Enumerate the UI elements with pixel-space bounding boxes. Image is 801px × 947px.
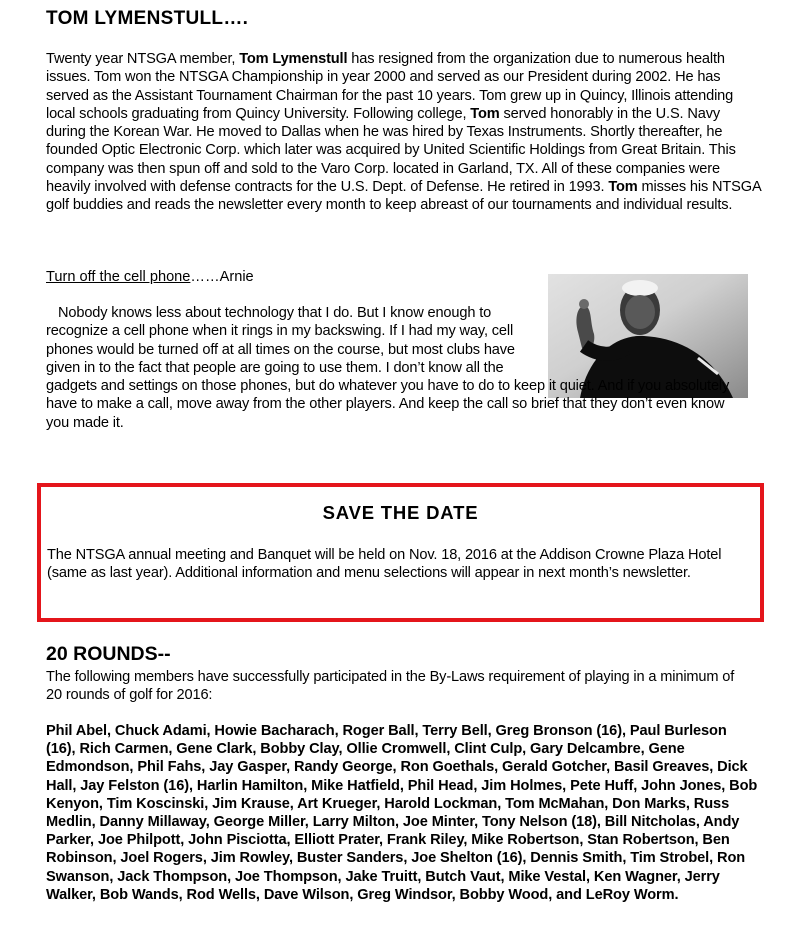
cell-phone-paragraph <box>46 304 746 432</box>
save-the-date-box <box>37 483 764 622</box>
rounds-section-title: 20 ROUNDS-- <box>46 643 171 665</box>
cell-phone-heading <box>46 268 254 286</box>
cell-phone-text: Nobody knows less about technology that I do. But I know enough to recognize a cell phone when it rings in my backswing. If I had my way, cell phones would be turned off at all times on the course, but most clubs have given in to the fact that people are going to use them. I don’t know all the gadgets and settings on those phones, but do whatever you have to do to keep it quiet. And if you absolutely have to make a call, move away from the other players. And keep the call so brief that they don’t even know you made it. <box>46 305 730 431</box>
save-the-date-text: The NTSGA annual meeting and Banquet will be held on Nov. 18, 2016 at the Addison Crowne Plaza Hotel (same as last year). Additional information and menu selections will appear in next month’s newsletter. <box>47 547 722 582</box>
tom-name-bold: Tom Lymenstull <box>239 51 348 67</box>
cell-phone-byline: ……Arnie <box>190 269 254 285</box>
tom-text-3: served honorably in the U.S. Navy during the Korean War. He moved to Dallas when he was hired by Texas Instruments. Shortly thereafter, he founded Optic Electronic Corp. which later was acquired by United Scientific Holdings from Great Britain. This company was then spun off and sold to the Varo Corp. located in Garland, TX. All of these companies were heavily involved with defense contracts for the U.S. Dept. of Defense. He retired in 1993. <box>46 105 736 196</box>
tom-text-1: Twenty year NTSGA member, <box>46 51 240 67</box>
cell-phone-heading-title: Turn off the cell phone <box>46 269 191 285</box>
tom-text-4: misses his NTSGA golf buddies and reads the newsletter every month to keep abreast of our tournaments and individual results. <box>46 179 761 214</box>
tom-bold-1: Tom <box>470 105 500 122</box>
tom-bold-2: Tom <box>608 179 638 196</box>
tom-section-title: TOM LYMENSTULL…. <box>46 8 249 29</box>
rounds-intro-text: The following members have successfully participated in the By-Laws requirement of playing in a minimum of 20 rounds of golf for 2016: <box>46 669 735 704</box>
save-the-date-title: SAVE THE DATE <box>322 502 479 523</box>
tom-text-2: has resigned from the organization due to numerous health issues. Tom won the NTSGA Championship in year 2000 and served as our President during 2002. He has served as the Assistant Tournament Chairman for the past 10 years. Tom grew up in Quincy, Illinois attending local schools graduating from Quincy University. Following college, <box>46 51 734 122</box>
member-names-list: Phil Abel, Chuck Adami, Howie Bacharach, Roger Ball, Terry Bell, Greg Bronson (16), Paul Burleson (16), Rich Carmen, Gene Clark, Bobby Clay, Ollie Cromwell, Clint Culp, Gary Delcambre, Gene Edmondson, Phil Fahs, Jay Gasper, Randy George, Ron Goethals, Gerald Gotcher, Basil Greaves, Dick Hall, Jay Felston (16), Harlin Hamilton, Mike Hatfield, Phil Head, Jim Holmes, Pete Huff, John Jones, Bob Kenyon, Tim Koscinski, Jim Krause, Art Krueger, Harold Lockman, Tom McMahan, Don Marks, Russ Medlin, Danny Millaway, George Miller, Larry Milton, Joe Minter, Tony Nelson (18), Bill Nitcholas, Andy Parker, Joe Philpott, John Pisciotta, Elliott Prater, Frank Riley, Mike Robertson, Stan Robertson, Ben Robinson, Joel Rogers, Jim Rowley, Buster Sanders, Joe Shelton (16), Dennis Smith, Tim Strobel, Ron Swanson, Jack Thompson, Joe Thompson, Jake Truitt, Butch Vaut, Mike Vestal, Ken Wagner, Jerry Walker, Bob Wands, Rod Wells, Dave Wilson, Greg Windsor, Bobby Wood, and LeRoy Worm. <box>46 723 758 903</box>
tom-paragraph <box>46 50 762 215</box>
